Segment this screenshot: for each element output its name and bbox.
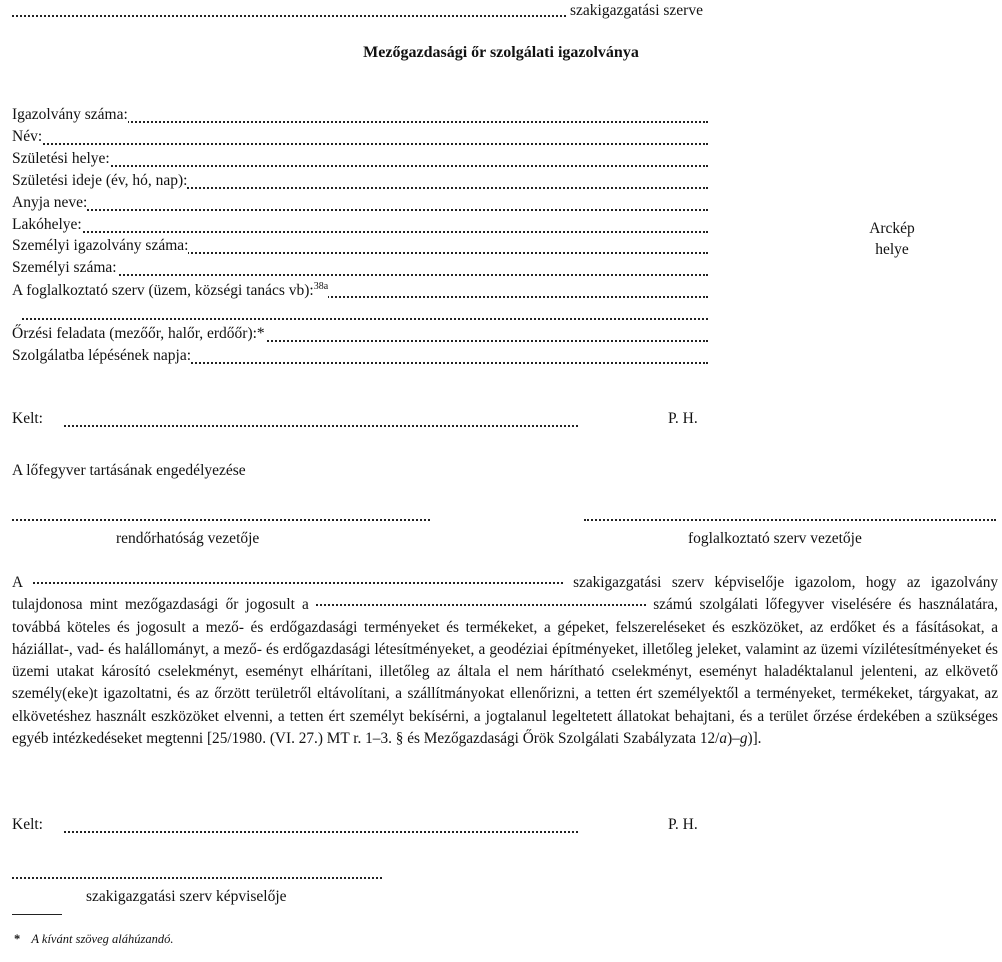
field-blank[interactable] <box>12 165 708 167</box>
issue-date-label: Kelt: <box>12 410 43 427</box>
field-label: A foglalkoztató szerv (üzem, községi tanács vb):$^{38a}$ <box>12 281 329 300</box>
field-label: Személyi igazolvány száma: <box>12 237 189 255</box>
field-row <box>12 128 708 150</box>
field-row <box>12 303 708 325</box>
field-blank[interactable] <box>22 318 708 320</box>
field-row <box>12 150 708 172</box>
para-text-2: számú szolgálati lőfegyver viselésére és használatára, továbbá köteles és jogosult a mező- és erdőgazdasági terményeket és termékeket, a gépeket, felszereléseket és eszközöket, az erdőket és a fásításokat, a háziállat-, vad- és halállományt, a mező- és erdőgazdasági létesítményeket, a geodéziai építményeket, illetőleg jeleket, valamint az üzemi vízilétesítményeket és üzemi utakat károsító cselekményt, eseményt elhárítani, illetőleg az általa el nem hárítható cselekményt, eseményt haladéktalanul jelenteni, az elkövető személy(eke)t igazoltatni, és az őrzött területről eltávolítani, a szállítmányokat ellenőrizni, a tetten ért személyektől a terményeket, termékeket, tárgyakat, az elkövetéshez használt eszközöket elvenni, a tetten ért személyt bekísérni, a jogtalanul legeltetett állatokat behajtani, és a terület őrzése érdekében a szükséges egyéb intézkedéseket megtenni [25/1980. (VI. 27.) MT r. 1–3. § és Mezőgazdasági Őrök Szolgálati Szabályzata 12/ <box>12 596 998 748</box>
field-label: Személyi száma: <box>12 259 117 277</box>
certification-date-blank[interactable] <box>64 831 578 833</box>
issue-date-row <box>12 410 578 432</box>
field-label: Igazolvány száma: <box>12 106 128 123</box>
para-ref-sep: )– <box>727 730 740 748</box>
certification-date-label: Kelt: <box>12 816 43 833</box>
para-ref-g: g <box>739 730 748 748</box>
issue-date-blank[interactable] <box>64 425 578 427</box>
field-label: Születési ideje (év, hó, nap): <box>12 171 188 189</box>
field-label: Anyja neve: <box>12 193 88 211</box>
footnote-star: * <box>14 932 21 946</box>
field-label: Név: <box>12 127 43 145</box>
field-row <box>12 216 708 238</box>
para-ref-a: a <box>719 730 728 748</box>
para-start: A <box>12 574 23 591</box>
certification-paragraph <box>12 572 998 750</box>
field-row <box>12 347 708 369</box>
weapon-number-blank[interactable] <box>316 604 646 606</box>
field-row <box>12 194 708 216</box>
authority-name-blank[interactable] <box>33 582 563 584</box>
field-row <box>12 325 708 347</box>
field-blank[interactable] <box>12 209 708 211</box>
photo-placeholder <box>842 218 942 260</box>
employer-signature-label: foglalkoztató szerv vezetője <box>688 530 862 547</box>
stamp-place-1: P. H. <box>668 410 698 427</box>
field-label: Lakóhelye: <box>12 215 82 233</box>
page-title: Mezőgazdasági őr szolgálati igazolványa <box>363 44 639 61</box>
field-row <box>12 172 708 194</box>
field-blank[interactable] <box>12 143 708 145</box>
para-text-1: szakigazgatási szerv képviselője igazolom, hogy az igazolvány tulajdonosa mint mezőgazdasági őr jogosult a <box>12 574 998 614</box>
footnote <box>14 932 174 947</box>
field-label: Születési helye: <box>12 149 110 167</box>
employer-signature-blank[interactable] <box>584 519 996 521</box>
field-row <box>12 259 708 281</box>
footnote-rule <box>12 914 62 915</box>
org-suffix: szakigazgatási szerve <box>570 2 703 19</box>
field-label: Szolgálatba lépésének napja: <box>12 346 192 364</box>
field-row <box>12 281 708 303</box>
police-signature-label: rendőrhatóság vezetője <box>116 530 260 547</box>
field-row <box>12 237 708 259</box>
photo-label-line2: helye <box>875 241 909 258</box>
footnote-text: A kívánt szöveg aláhúzandó. <box>31 932 174 946</box>
para-end: )]. <box>747 730 762 748</box>
firearm-heading: A lőfegyver tartásának engedélyezése <box>12 462 246 479</box>
field-label: Őrzési feladata (mezőőr, halőr, erdőőr):* <box>12 325 265 342</box>
org-name-blank[interactable] <box>12 15 566 17</box>
field-row <box>12 106 708 128</box>
police-signature-blank[interactable] <box>12 519 430 521</box>
certification-date-row <box>12 816 578 838</box>
representative-signature-label: szakigazgatási szerv képviselője <box>86 888 287 905</box>
photo-label-line1: Arckép <box>869 220 915 237</box>
stamp-place-2: P. H. <box>668 816 698 833</box>
representative-signature-blank[interactable] <box>12 877 382 879</box>
field-blank[interactable] <box>12 231 708 233</box>
footnote-ref: 38a <box>313 281 329 293</box>
